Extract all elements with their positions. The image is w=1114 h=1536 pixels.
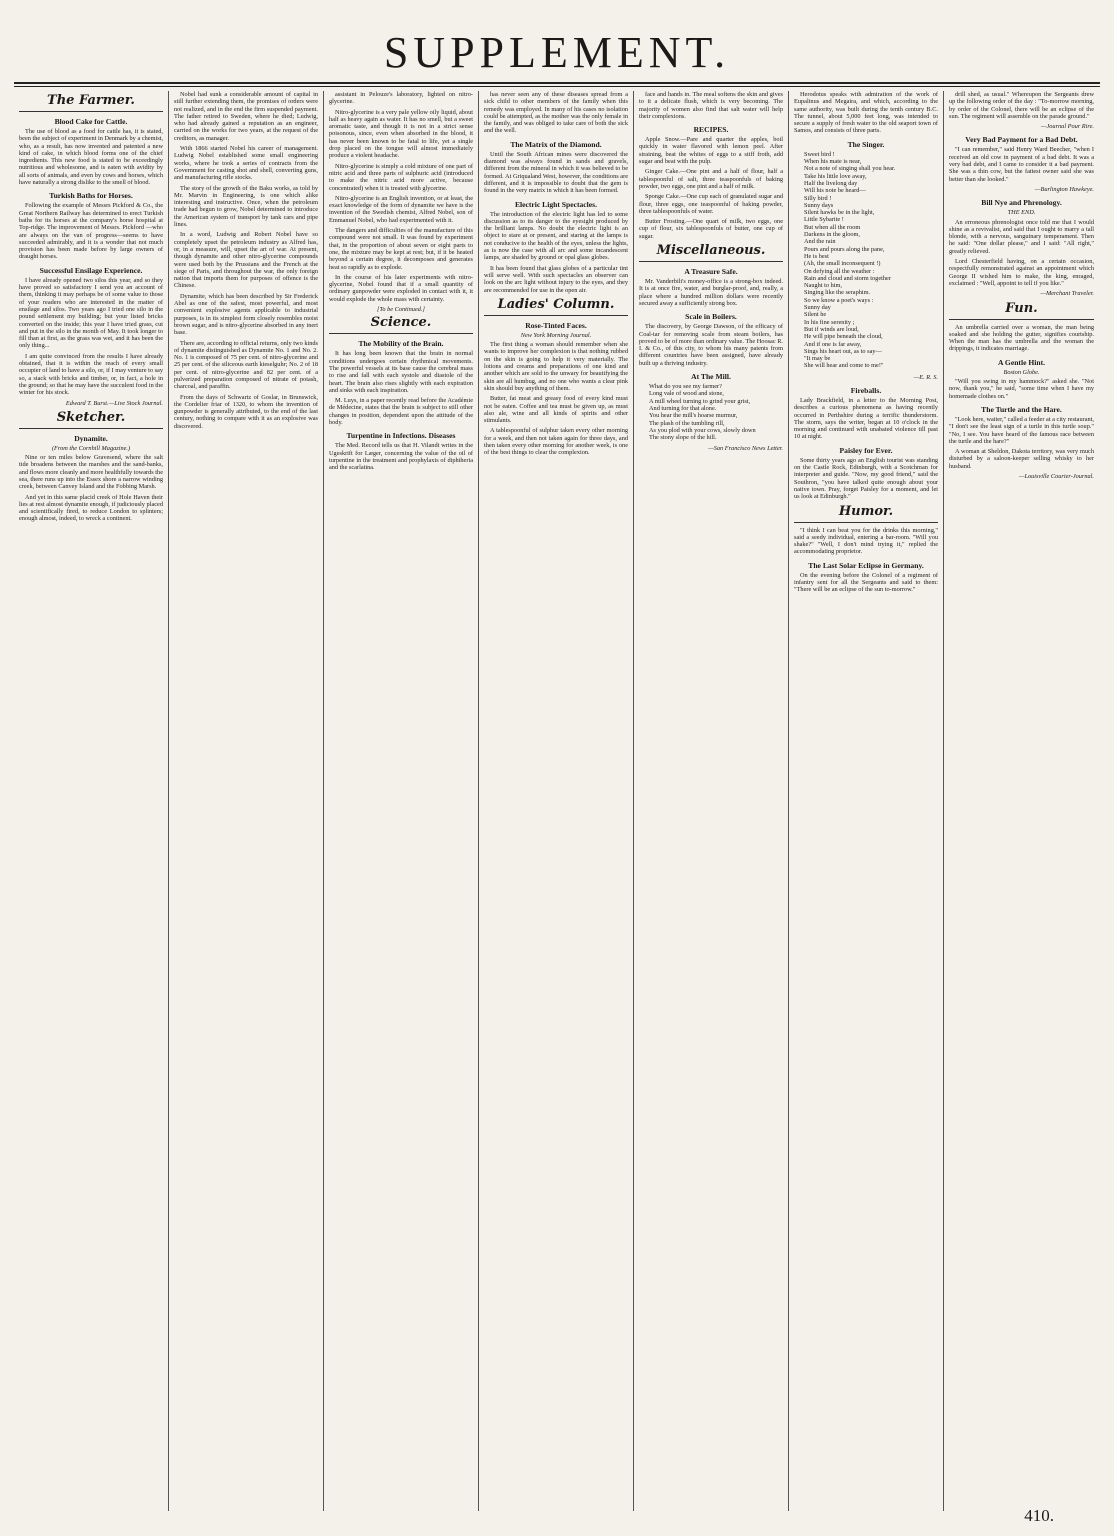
column-1 [14,91,169,1511]
article-source: Boston Globe. [1003,368,1040,376]
poem-line: Silent hawks be in the light, [804,209,875,217]
column-container [14,91,1100,1511]
poem-line: The plash of the tumbling rill, [649,419,725,427]
article-headline: The Turtle and the Hare. [981,404,1062,414]
poem-line: What do you see my farmer? [649,383,722,391]
article-headline: The Mobility of the Brain. [358,339,444,349]
article-headline: Blood Cake for Cattle. [54,117,128,126]
article-paragraph: "I can remember," said Henry Ward Beecher, "when I received an old cow in payment of a bad debt. It was a very bad debt, and I came to consider it a bad payment. She was a thin cow, but the fattest owner said she was better than she looked." [949,146,1094,183]
poem-line: The stony slope of the hill. [649,434,717,442]
article-paragraph: An erroneous phrenologist once told me that I would shine as a revivalist, and said that I ought to marry a tall blonde, with a nervous, sanguinary temperament. Then he said: "One dollar please," and I said: "All right," greatly relieved. [949,218,1094,255]
poem-line: As you plod with your cows, slowly down [649,426,756,434]
article-paragraph: "I think I can beat you for the drinks this morning," said a seedy individual, entering a bar-room. "Will you shake?" "Well, I don't mind trying it," replied the accommodating proprietor. [794,526,938,556]
article-paragraph: A tablespoonful of sulphur taken every other morning for a week, and then not taken again for three days, and then taken every other morning for another week, is one of the best things to clear the complexion. [484,427,628,457]
column-2 [169,91,324,1511]
masthead-rule [14,82,1100,87]
article-headline: Bill Nye and Phrenology. [981,198,1062,208]
article-credit: —San Francisco News Letter. [708,445,783,453]
poem-line: Singing like the seraphim. [804,289,871,297]
article-paragraph: face and hands in. The meal softens the skin and gives to it a delicate flush, which is very becoming. The majority of women also find that salt water will help their complexions. [639,91,783,120]
article-paragraph: Until the South African mines were discovered the diamond was always found in sands and gravels, different from the mineral in which it was believed to be formed. At Griqualand West, however, the conditions are different, and it is impossible to doubt that the gem is found in the very matrix in which it has been formed. [484,150,628,195]
poem-line: And the rain [804,238,836,246]
poem-line: And if one is far away, [804,340,862,348]
poem [804,151,938,370]
article-paragraph: drill shed, as usual." Whereupon the Sergeants drew up the following order of the day : "To-morrow morning, by order of the Colonel, there will be an eclipse of the sun. The regiment will assemble on the parade ground." [949,91,1094,120]
article-headline: At The Mill. [691,372,731,382]
department-heading: Sketcher. [19,410,163,429]
article-paragraph: Some thirty years ago an English tourist was standing on the Castle Rock, Edinburgh, with a Scotchman for interpreter and guide. "Now, my good friend," said the Southron, "you have talked quite enough about your native town. Pray, forget Paisley for a moment, and let us look at Edinburgh." [794,456,938,501]
article-paragraph: There are, according to official returns, only two kinds of dynamite distinguished as Dynamite No. 1 and No. 2. No. 1 is composed of 75 per cent. of nitro-glycerine and 25 per cent. of the siliceous earth kieselguhr; No. 2 of 18 per cent. of nitro-glycerine and 82 per cent. of a pulverized preparation composed of nitrate of potash, charcoal, and paraffin. [174,339,318,391]
article-paragraph: assistant in Pelouze's laboratory, lighted on nitro-glycerine. [329,91,473,106]
article-paragraph: Lady Brackfield, in a letter to the Morning Post, describes a curious phenomena as having recently occurred in Perthshire during a terrific thunderstorm. The storm, says the writer, began at 10 o'clock in the morning and continued with unabated violence till past 10 at night. [794,396,938,441]
poem-line: Darkens in the gloom, [804,231,860,239]
department-heading: Miscellaneous. [639,243,783,262]
poem-line: And turning for that alone. [649,404,717,412]
poem-line: Sweet bird ! [804,150,835,158]
article-paragraph: With 1866 started Nobel his career of management. Ludwig Nobel established some small engineering works, where he took a series of contracts from the Government for casting shot and shell, converting guns, and manufacturing rifle stocks. [174,145,318,182]
poem-line: (Ah, the small inconsequent !) [804,260,881,268]
article-paragraph: It has been found that glass globes of a particular tint will serve well. With such spectacles an observer can look on the arc light without injury to the eyes, and they are recommended for use in the open air. [484,264,628,294]
article-headline: Turkish Baths for Horses. [49,191,133,201]
department-heading: The Farmer. [19,93,163,112]
article-paragraph: I am quite convinced from the results I have already obtained, that it is within the reach of every small occupier of land to have a silo, or, if I may venture to say so, a stack with bricks and timber, or, in fact, a hole in the ground; so that he may have the succulent food in the winter for his stock. [19,352,164,397]
poem-line: In his fine serenity ; [804,318,855,326]
article-source: [To be Continued.] [377,306,425,314]
poem-line: But when all the room [804,223,861,231]
article-credit: —Merchant Traveler. [1040,290,1094,298]
article-paragraph: Nitro-glycerine is an English invention, or at least, the exact knowledge of the form of dynamite we have is the invention of the Swedish chemist, Alfred Nobel, son of Emmanuel Nobel, who had experimented with it. [329,194,473,224]
article-paragraph: On the evening before the Colonel of a regiment of infantry sent for all the Sergeants and said to them: "There will be an eclipse of the sun to-morrow." [794,571,938,594]
poem-line: He will pipe beneath the cloud, [804,333,883,341]
poem-line: But if winds are loud, [804,325,859,333]
article-credit: —Burlington Hawkeye. [1034,185,1094,193]
poem-line: Half the livelong day [804,179,858,187]
article-source: THE END. [1007,209,1036,217]
article-headline: RECIPES. [693,125,729,135]
poem-line: Little Sybarite ! [804,216,844,224]
poem-line: You hear the mill's hoarse murmur, [649,412,738,420]
department-heading: Humor. [794,504,938,523]
department-heading: Science. [329,315,473,334]
article-source: New York Morning Journal. [520,331,592,339]
poem-line: She will hear and come to me!" [804,362,884,370]
poem-line: Silly bird ! [804,194,832,202]
article-paragraph: In the course of his later experiments with nitro-glycerine, Nobel found that if a small quantity of ordinary gunpowder were exploded in contact with it, it would explode the whole mass with certainty. [329,273,473,303]
article-credit: —E. R. S. [913,373,938,381]
poem-line: Sunny day [804,304,831,312]
poem-line: So we know a poet's ways : [804,296,874,304]
article-paragraph: has never seen any of these diseases spread from a sick child to other members of the family when this remedy was employed. In many of his cases no isolation could be attempted, as the mother was the only female in the family, and was obliged to take care of both the sick and the well. [484,91,628,135]
article-paragraph: In a word, Ludwig and Robert Nobel have so completely upset the petroleum industry as Alfred has, or, in a measure, will, upset the art of war. At present, though dynamite and other nitro-glycerine compounds were used both by the Prussians and the French at the siege of Paris, and throughout the war, the only foreign nation that imports them for purposes of offence is the Chinese. [174,231,318,290]
article-paragraph: The use of blood as a food for cattle has, it is stated, been the subject of experiment in Denmark by a chemist, who, as a result, has now invented and patented a new kind of cake, in which blood forms one of the chief ingredients. This new food is stated to be exceedingly nutritious and wholesome, and is eaten with avidity by all sorts of animals, and even by cows and horses, which have naturally a strong dislike to the smell of blood. [19,128,163,187]
article-credit: —Journal Pour Rire. [1040,123,1094,131]
department-heading: Ladies' Column. [484,297,628,316]
article-headline: Scale in Boilers. [685,312,737,322]
article-headline: Turpentine in Infections. Diseases [346,431,456,441]
poem-line: Take his little love away, [804,172,867,180]
article-headline: Rose-Tinted Faces. [525,320,587,330]
article-source: (From the Cornhill Magazine.) [51,444,131,452]
poem-line: Long vale of wood and stone, [649,390,724,398]
article-paragraph: From the days of Schwartz of Goslar, in Brunswick, the Cordelier friar of 1320, to whom the invention of gunpowder is generally attributed, to the end of the last century, nothing to compare with it as an explosive was discovered. [174,393,318,430]
article-paragraph: Mr. Vanderbilt's money-office is a strong-box indeed. It is at once fire, water, and burglar-proof, and, really, a place where a hundred million dollars were recently secured away a sufficiently strong box. [639,278,783,307]
article-paragraph: Butter Frosting.—One quart of milk, two eggs, one cup of flour, six tablespoonfuls of butter, one cup of sugar. [639,218,783,240]
department-heading: Fun. [949,301,1094,320]
article-paragraph: Nobel had sunk a considerable amount of capital in still further extending them, the promises of orders were not realized, and in the end the firm suspended payment. The father retired to Sweden, where he died; Ludwig, who had already gained a reputation as an engineer, carried on the works for two years, at the request of the creditors, as manager. [174,91,318,142]
poem-line: When his mate is near, [804,158,862,166]
article-paragraph: Nitro-glycerine is a very pale yellow oily liquid, about half as heavy again as water. It has no smell, but a sweet aromatic taste, and though it is not in a strict sense poisonous, since, even when absorbed in the blood, it has never been known to be fatal to life, yet a single drop placed on the tongue will almost immediately produce a violent headache. [329,108,473,160]
column-6 [789,91,944,1511]
column-5 [634,91,789,1511]
article-paragraph: Ginger Cake.—One pint and a half of flour, half a tablespoonful of salt, three teaspoonfuls of baking powder, two eggs, one pint and a half of milk. [639,168,783,190]
article-paragraph: Apple Snow.—Pare and quarter the apples, boil quickly in water flavored with lemon peel. After straining, beat the whites of eggs to a stiff froth, add sugar and beat with the pulp. [639,136,783,166]
article-headline: Electric Light Spectacles. [514,199,598,209]
poem-line: Not a note of singing shall you hear. [804,165,896,173]
article-headline: Successful Ensilage Experience. [39,265,143,275]
article-headline: Paisley for Ever. [839,445,893,455]
article-headline: Very Bad Payment for a Bad Debt. [965,135,1078,145]
article-paragraph: An umbrella carried over a woman, the man being soaked and she holding the gutter, signifies courtship. When the man has the umbrella and the woman the drippings, it indicates marriage. [949,323,1094,353]
article-paragraph: It has long been known that the brain in normal conditions undergoes certain rhythmical movements. The powerful vessels at its base cause the cerebral mass to rise and fall with each systole and diastole of the heart. The brain also rises slightly with each expiration and sinks with each inspiration. [329,350,473,394]
column-3 [324,91,479,1511]
article-paragraph: Butter, fat meat and greasy food of every kind must not be eaten. Coffee and tea must be given up, as must also ale, wine and all kinds of spirits and other stimulants. [484,395,628,425]
poem-line: Rain and cloud and storm together [804,274,891,282]
article-headline: The Matrix of the Diamond. [510,139,602,149]
article-paragraph: The dangers and difficulties of the manufacture of this compound were not small. It was found by experiment that, in the proportion of about seven or eight parts to one, the mixture may be kept at rest; but, if it be heated beyond a certain degree, it decomposes and generates heat so rapidly as to explode. [329,227,473,271]
article-headline: A Gentle Hint. [997,357,1046,367]
article-paragraph: The discovery, by George Dawson, of the efficacy of Coal-tar for removing scale from steam boilers, has proved to be of more than ordinary value. The Hoosac R. I. & Co., of this city, to whom his many patents from different countries have been assigned, have already built up a thriving industry. [639,323,783,367]
article-headline: A Treasure Safe. [684,267,738,277]
poem [649,383,783,441]
poem-line: Naught to him, [804,282,842,290]
poem-line: Pours and pours along the pane, [804,245,885,253]
article-credit: —Louisville Courier-Journal. [1018,472,1094,480]
article-paragraph: The story of the growth of the Baku works, as told by Mr. Marvin in Engineering, is one which alike interesting and instructive. Once, when the petroleum trade had begun to grow, Nobel determined to introduce the American system of transport by tank cars and pipe lines. [174,184,318,229]
article-credit: Edward T. Burst.—Live Stock Journal. [65,399,163,407]
article-paragraph: I have already opened two silos this year, and so they have proved so satisfactory I send you an account of them, thinking it may perhaps be of some value to those of your readers who are interested in the matter of ensilage and silos. Two years ago I tried one silo in the pound settlement my building; but your listed bricks converted on the inside; this year I have tried grass, cut and put in the silo in the month of May. It took longer to fill than at first, as the grass was wet, and it has been the only thing... [19,276,163,350]
poem-line: Silent he [804,311,827,319]
article-headline: The Singer. [847,139,885,149]
poem-line: He is best [804,252,829,260]
article-paragraph: Following the example of Messrs Pickford & Co., the Great Northern Railway has determined to erect Turkish baths for its horses at the company's horse hospital at Top-ridge. The improvement of Messrs. Pickford —who are always on the van of progress—seems to have succeeded admirably, and it is a wonder that not much provision has been made before by large owners of draught horses. [19,202,163,261]
poem-line: Sunny days [804,201,834,209]
article-paragraph: "Will you swing in my hammock?" asked she. "Not now, thank you," he said, "some time when I have my homemade clothes on." [949,378,1094,400]
article-headline: The Last Solar Eclipse in Germany. [808,560,924,570]
article-paragraph: "Look here, waiter," called a feeder at a city restaurant, "I don't see the least sign of a turtle in this turtle soup." "No, I see. You have heard of the famous race between the turtle and the hare?" [949,415,1094,445]
column-4 [479,91,634,1511]
article-paragraph: Nitro-glycerine is simply a cold mixture of one part of nitric acid and three parts of sulphuric acid (introduced to make the nitric acid more active, because concentrated) when it is treated with glycerine. [329,162,473,192]
poem-line: "It may be [804,355,831,363]
article-paragraph: Dynamite, which has been described by Sir Frederick Abel as one of the safest, most powerful, and most convenient explosive agents applicable to industrial purposes, is in its simplest form closely resembles moist brown sugar, and is nitro-glycerine absorbed in any inert base. [174,292,318,337]
article-headline: Dynamite. [74,433,108,443]
article-paragraph: Lord Chesterfield having, on a certain occasion, respectfully remonstrated against an appointment which George II wished him to make, the king, enraged, exclaimed : "Well, appoint to tell if you like." [949,258,1094,287]
article-paragraph: The first thing a woman should remember when she wants to improve her complexion is that nothing rubbed on the skin is going to help it very materially. The lotions and creams and preparations of one kind and another which are sold to the unwary for beautifying the skin are all humbug, and no one who wants a clear pink skin should buy anything of them. [484,341,628,392]
article-paragraph: M. Luys, in a paper recently read before the Académie de Médecine, states that the brain is subject to still other changes in position, dependent upon the attitude of the body. [329,397,473,426]
page-number: 410. [1024,1506,1054,1525]
article-paragraph: Sponge Cake.—One cup each of granulated sugar and flour, three eggs, one teaspoonful of baking powder, three tablespoonfuls of water. [639,193,783,215]
poem-line: Sings his heart out, as to say— [804,347,882,355]
poem-line: On defying all the weather : [804,267,875,275]
poem-line: Will his note be heard— [804,187,866,195]
article-paragraph: The Med. Record tells us that H. Vilandt writes in the Ugeskrift for Læger, concerning the value of the oil of turpentine in the treatment and prophylaxis of diphtheria and the scarlatina. [329,442,473,472]
article-paragraph: Nine or ten miles below Gravesend, where the salt tide broadens between the marshes and the sand-banks, and flows more cleanly and more healthfully towards the sea, there runs up into the Essex shore a narrow winding creek, between Canvey Island and the Fobbing Marsh. [19,454,163,491]
column-7 [944,91,1099,1511]
article-paragraph: And yet in this same placid creek of Hole Haven their lies at rest almost dynamite enough, if judiciously placed and scientifically fired, to reduce London to splinters; enough almost, indeed, to wreck a continent. [19,493,163,523]
article-paragraph: A woman at Sheldon, Dakota territory, was very much disturbed by a saloon-keeper selling whisky to her husband. [949,448,1094,470]
article-paragraph: Herodotus speaks with admiration of the work of Eupalinus and Megaira, and which, according to the same authority, was built during the tenth century B.C. The tunnel, about 5,000 feet long, was intended to secure a supply of fresh water to the old seaport town of Samos, and consists of three parts. [794,91,938,135]
article-paragraph: The introduction of the electric light has led to some discussion as to its danger to the eyesight produced by the brilliant lamps. No doubt the electric light is an object to stare at or present, and staring at the lamps is not conducive to the health of the eyes, unless the lights, as is now the case with all arc and some incandescent lamps, are shaded by ground or opal glass globes. [484,210,628,262]
poem-line: A mill wheel turning to grind your grist, [649,397,751,405]
masthead-title: SUPPLEMENT. [383,28,731,77]
article-headline: Fireballs. [850,385,882,395]
